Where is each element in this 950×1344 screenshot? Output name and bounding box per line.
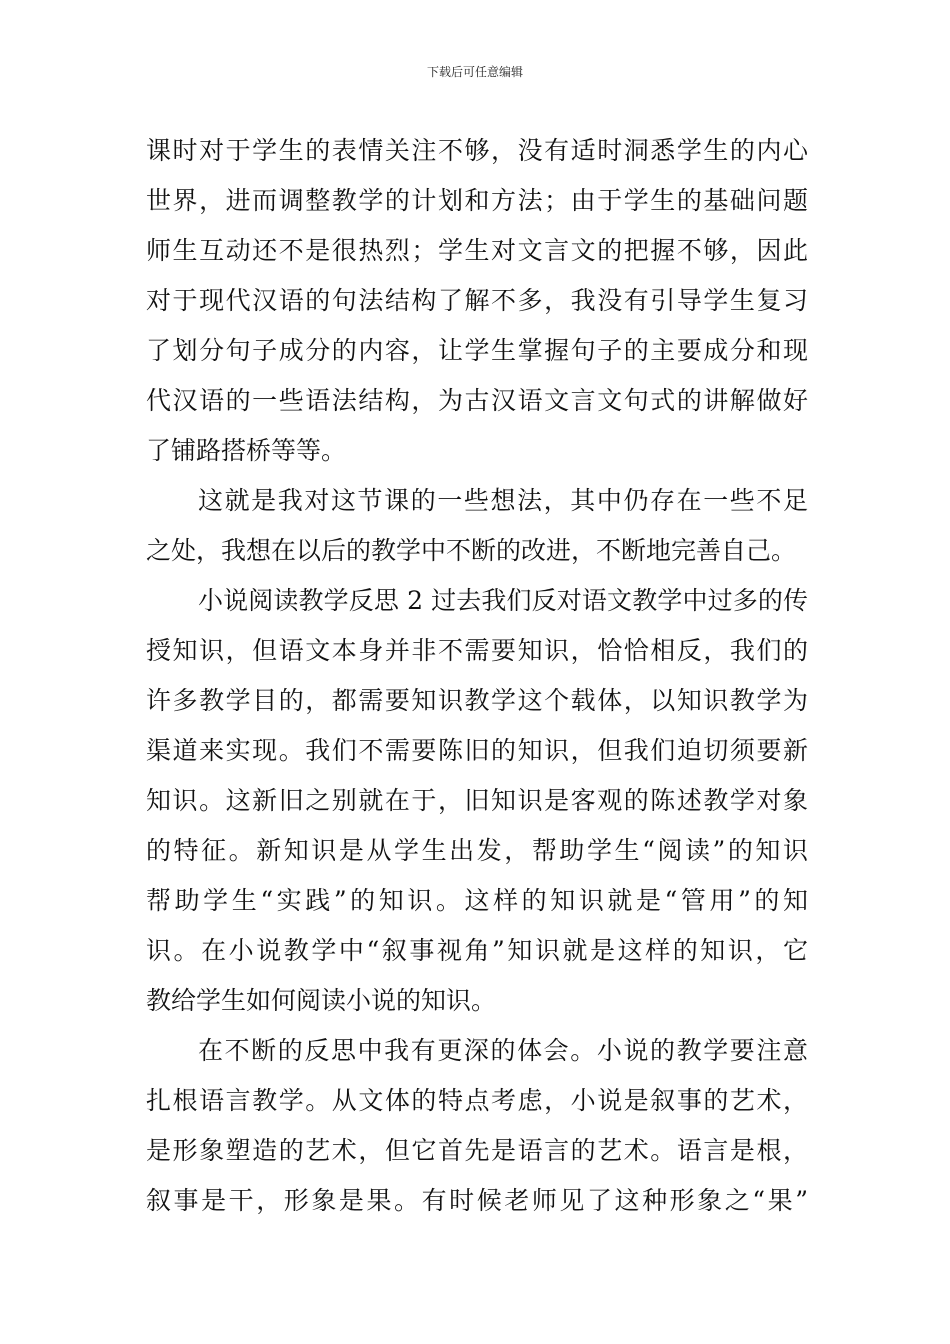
paragraph-first-line: 这就是我对这节课的一些想法，其中仍存在一些不足	[198, 486, 808, 515]
text-line: 课时对于学生的表情关注不够，没有适时洞悉学生的内心	[146, 136, 808, 165]
paragraph-first-line: 在不断的反思中我有更深的体会。小说的教学要注意	[198, 1036, 808, 1065]
text-line: 对于现代汉语的句法结构了解不多，我没有引导学生复习	[146, 286, 808, 315]
text-line: 代汉语的一些语法结构，为古汉语文言文句式的讲解做好	[146, 386, 808, 415]
text-line: 帮助学生“实践”的知识。这样的知识就是“管用”的知	[146, 886, 808, 915]
text-line: 知识。这新旧之别就在于，旧知识是客观的陈述教学对象	[146, 786, 808, 815]
text-line: 了铺路搭桥等等。	[146, 436, 347, 465]
text-line: 叙事是干，形象是果。有时候老师见了这种形象之“果”	[146, 1186, 808, 1215]
paragraph-first-line: 小说阅读教学反思 2 过去我们反对语文教学中过多的传	[198, 586, 808, 615]
text-line: 是形象塑造的艺术，但它首先是语言的艺术。语言是根，	[146, 1136, 808, 1165]
text-line: 教给学生如何阅读小说的知识。	[146, 986, 497, 1015]
text-line: 了划分句子成分的内容，让学生掌握句子的主要成分和现	[146, 336, 808, 365]
text-line: 扎根语言教学。从文体的特点考虑，小说是叙事的艺术，	[146, 1086, 808, 1115]
text-line: 渠道来实现。我们不需要陈旧的知识，但我们迫切须要新	[146, 736, 808, 765]
text-line: 之处，我想在以后的教学中不断的改进，不断地完善自己。	[146, 536, 797, 565]
text-line: 授知识，但语文本身并非不需要知识，恰恰相反，我们的	[146, 636, 808, 665]
page-header: 下载后可任意编辑	[426, 65, 523, 79]
text-line: 许多教学目的，都需要知识教学这个载体，以知识教学为	[146, 686, 808, 715]
text-line: 识。在小说教学中“叙事视角”知识就是这样的知识，它	[146, 936, 808, 965]
text-line: 的特征。新知识是从学生出发，帮助学生“阅读”的知识	[146, 836, 808, 865]
text-line: 世界，进而调整教学的计划和方法；由于学生的基础问题	[146, 186, 808, 215]
text-line: 师生互动还不是很热烈；学生对文言文的把握不够，因此	[146, 236, 808, 265]
body-text	[146, 126, 808, 1226]
